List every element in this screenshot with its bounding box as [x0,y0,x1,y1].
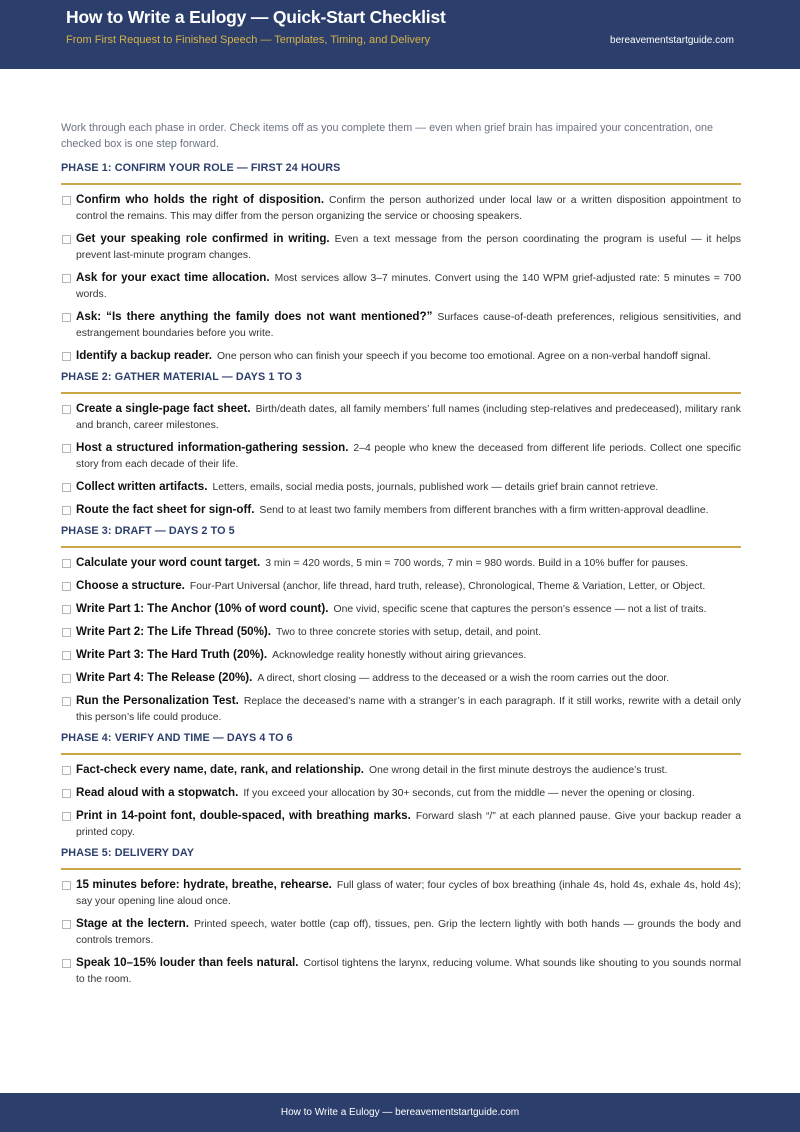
item-label: Choose a structure. [76,579,185,592]
phase-title: PHASE 3: DRAFT — DAYS 2 TO 5 [61,525,741,548]
checklist-item [61,231,741,264]
checkbox[interactable] [62,674,71,683]
item-description: Printed speech, water bottle (cap off), tissues, pen. Grip the lectern lightly with both hands — grounds the body and controls tremors. [76,919,741,946]
item-label: Speak 10–15% louder than feels natural. [76,956,299,969]
checklist-item [61,555,741,572]
item-label: Calculate your word count target. [76,556,261,569]
checkbox[interactable] [62,582,71,591]
item-description: Birth/death dates, all family members’ full names (including step-relatives and predeceased), military rank and branch, career milestones. [76,404,742,431]
checklist-item [61,693,741,726]
checkbox[interactable] [62,506,71,515]
checklist-item [61,479,741,496]
item-description: Send to at least two family members from different branches with a firm written-approval deadline. [259,505,709,516]
item-label: Ask: “Is there anything the family does not want mentioned?” [76,310,433,323]
item-label: Ask for your exact time allocation. [76,271,270,284]
item-description: Two to three concrete stories with setup, detail, and point. [276,627,542,638]
phase-section [61,525,741,726]
item-description: Acknowledge reality honestly without airing grievances. [272,650,527,661]
item-description: 3 min = 420 words, 5 min = 700 words, 7 min = 980 words. Build in a 10% buffer for pauses. [265,558,689,569]
item-description: Full glass of water; four cycles of box breathing (inhale 4s, hold 4s, exhale 4s, hold 4s); say your opening line aloud once. [76,880,741,907]
checkbox[interactable] [62,444,71,453]
item-description: 2–4 people who knew the deceased from different life periods. Collect one specific story from each decade of their life. [76,443,741,470]
checklist-item [61,578,741,595]
checklist-item [61,348,741,365]
item-description: Letters, emails, social media posts, journals, published work — details grief brain cannot retrieve. [212,482,659,493]
item-label: Fact-check every name, date, rank, and relationship. [76,763,365,776]
phase-section [61,371,741,519]
item-label: Write Part 1: The Anchor (10% of word count). [76,602,329,615]
checkbox[interactable] [62,313,71,322]
checklist-item [61,270,741,303]
page-subtitle: From First Request to Finished Speech — Templates, Timing, and Delivery [66,34,431,46]
item-description: One person who can finish your speech if you become too emotional. Agree on a non-verbal handoff signal. [216,351,711,362]
item-description: Surfaces cause-of-death preferences, religious sensitivities, and estrangement boundaries before you write. [76,312,742,339]
checklist-item [61,401,741,434]
checkbox[interactable] [62,405,71,414]
checkbox[interactable] [62,352,71,361]
checkbox[interactable] [62,559,71,568]
item-label: Identify a backup reader. [76,349,212,362]
checklist-item [61,762,741,779]
phase-title: PHASE 4: VERIFY AND TIME — DAYS 4 TO 6 [61,732,741,755]
checklist-item [61,670,741,687]
checklist-item [61,647,741,664]
footer-text: How to Write a Eulogy — bereavementstartguide.com [280,1107,520,1118]
item-label: Write Part 2: The Life Thread (50%). [76,625,271,638]
item-description: One wrong detail in the first minute destroys the audience’s trust. [369,765,668,776]
phase-title: PHASE 2: GATHER MATERIAL — DAYS 1 TO 3 [61,371,741,394]
phase-list [61,162,741,988]
checklist-item [61,309,741,342]
checkbox[interactable] [62,628,71,637]
item-label: Get your speaking role confirmed in writing. [76,232,330,245]
phase-section [61,732,741,841]
checkbox[interactable] [62,766,71,775]
checklist-item [61,440,741,473]
item-description: If you exceed your allocation by 30+ seconds, cut from the middle — never the opening or closing. [243,788,695,799]
phase-section [61,162,741,365]
item-description: Even a text message from the person coordinating the program is useful — it helps prevent last-minute program changes. [76,234,741,261]
item-label: Route the fact sheet for sign-off. [76,503,255,516]
checkbox[interactable] [62,812,71,821]
phase-section [61,847,741,988]
checkbox[interactable] [62,789,71,798]
item-label: Read aloud with a stopwatch. [76,786,239,799]
item-description: Four-Part Universal (anchor, life thread, hard truth, release), Chronological, Theme & Variation, Letter, or Object. [189,581,706,592]
checklist-item [61,916,741,949]
checklist-item [61,808,741,841]
item-label: Confirm who holds the right of disposition. [76,193,325,206]
checklist-item [61,601,741,618]
checklist-item [61,877,741,910]
checkbox[interactable] [62,881,71,890]
checkbox[interactable] [62,651,71,660]
item-label: Write Part 4: The Release (20%). [76,671,253,684]
checkbox[interactable] [62,196,71,205]
item-description: A direct, short closing — address to the deceased or a wish the room carries out the door. [257,673,670,684]
item-description: Most services allow 3–7 minutes. Convert using the 140 WPM grief-adjusted rate: 5 minutes = 700 words. [76,273,742,300]
item-description: Cortisol tightens the larynx, reducing volume. What sounds like shouting to you sounds normal to the room. [76,958,741,985]
phase-title: PHASE 1: CONFIRM YOUR ROLE — FIRST 24 HOURS [61,162,741,185]
item-label: 15 minutes before: hydrate, breathe, rehearse. [76,878,332,891]
item-label: Stage at the lectern. [76,917,189,930]
item-description: Forward slash “/” at each planned pause. Give your backup reader a printed copy. [76,811,741,838]
site-name: bereavementstartguide.com [610,35,734,46]
checklist-item [61,502,741,519]
item-description: Replace the deceased’s name with a stranger’s in each paragraph. If it still works, rewrite with a detail only this person’s life could produce. [76,696,741,723]
checklist-item [61,624,741,641]
checkbox[interactable] [62,483,71,492]
item-label: Create a single-page fact sheet. [76,402,251,415]
page-footer [0,1093,800,1132]
checklist-content [61,120,741,994]
item-description: Confirm the person authorized under local law or a written disposition appointment to control the remains. This may differ from the person organizing the service or choosing speakers. [76,195,741,222]
checklist-item [61,785,741,802]
checkbox[interactable] [62,235,71,244]
item-description: One vivid, specific scene that captures the person’s essence — not a list of traits. [333,604,707,615]
checkbox[interactable] [62,697,71,706]
phase-title: PHASE 5: DELIVERY DAY [61,847,741,870]
checklist-item [61,192,741,225]
checklist-item [61,955,741,988]
intro-text: Work through each phase in order. Check items off as you complete them — even when grief brain has impaired your concentration, one checked box is one step forward. [61,122,713,150]
checkbox[interactable] [62,274,71,283]
checkbox[interactable] [62,959,71,968]
item-label: Collect written artifacts. [76,480,208,493]
page-title: How to Write a Eulogy — Quick-Start Checklist [66,7,446,27]
checkbox[interactable] [62,605,71,614]
item-label: Run the Personalization Test. [76,694,239,707]
checkbox[interactable] [62,920,71,929]
item-label: Host a structured information-gathering session. [76,441,349,454]
item-label: Print in 14-point font, double-spaced, with breathing marks. [76,809,411,822]
item-label: Write Part 3: The Hard Truth (20%). [76,648,268,661]
page-header [0,0,800,69]
